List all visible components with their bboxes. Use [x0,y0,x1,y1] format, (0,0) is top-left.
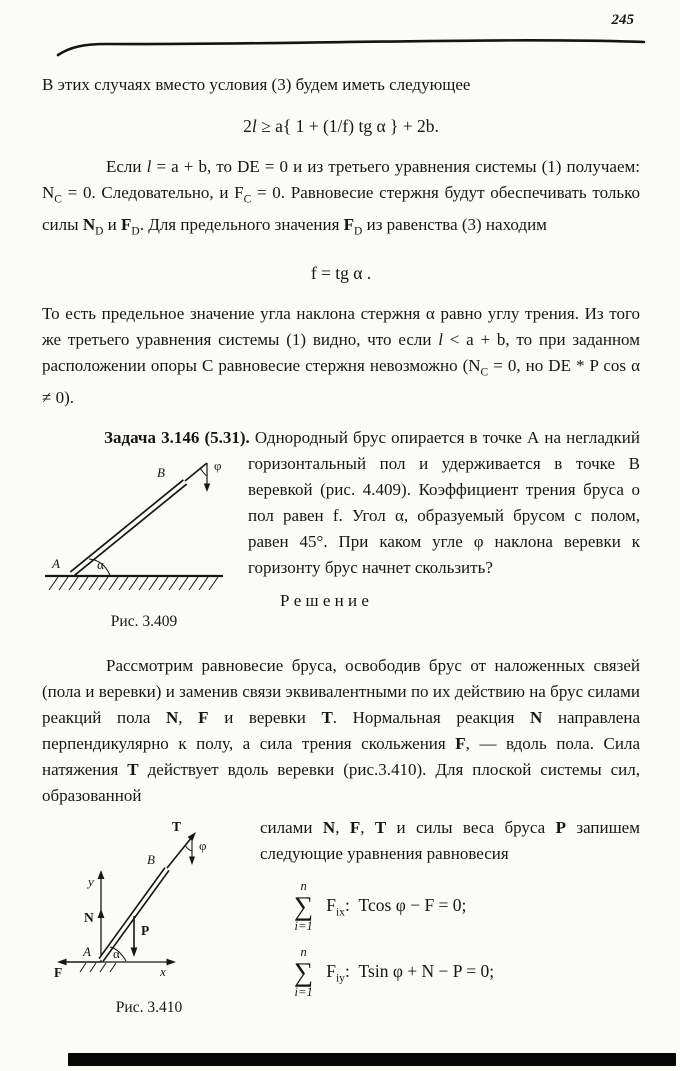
alpha-label: α [97,557,104,573]
paragraph-limit-angle: То есть предельное значение угла наклона стержня α равно углу трения. Из того же третьего уравнения системы (1) видно, что если l < a + b, то при заданном расположении опоры С равновесие стержня невозможно ($N_C = 0$, но DE * P cos α ≠ 0). [42,303,640,408]
f-label: F [54,965,63,981]
equation-fy [294,946,640,999]
alpha-label-2: α [113,946,120,962]
equation-fx [294,880,640,933]
equations-column [260,815,640,999]
sum-upper-limit: n [300,945,307,960]
figure-3-410-caption: Рис. 3.410 [115,999,183,1017]
point-a-label: A [52,556,60,572]
solution-heading: Р е ш е н и е [280,591,369,611]
header-rule [32,34,650,58]
x-label: x [160,964,166,980]
y-label: y [88,874,94,890]
n-force-arrow-icon [98,909,105,918]
solution-paragraph-continued: силами N, F, T и силы веса бруса P запишем следующие уравнения равновесия [260,818,640,864]
p-label: P [141,923,150,939]
summation-symbol [294,880,313,933]
a-label: A [83,944,91,960]
formula-condition: 2l ≥ a{ 1 + (1/f) tg α } + 2b. [243,116,439,136]
t-force-arrow-icon [188,832,197,841]
paragraph-intro: В этих случаях вместо условия (3) будем иметь следующее [42,75,471,94]
paragraph-equilibrium: Если l = a + b, то DE = 0 и из третьего уравнения системы (1) получаем: $N_C = 0$. Следовательно, и $F_C = 0$. Равновесие стержня будут обеспечивать только силы $N_D$ и $F_D$. Для предельного значения $F_D$ из равенства (3) находим [42,157,641,238]
beam-on-floor-diagram [42,455,242,605]
page-number: 245 [611,12,634,28]
sigma-icon: ∑ [294,890,314,921]
formula-friction: f = tg α . [310,262,372,283]
equations-section [42,815,640,1015]
scan-artifact-bar [68,1053,676,1066]
problem-section [42,425,640,637]
rope-arrow-icon [204,484,210,493]
solution-paragraph: Рассмотрим равновесие бруса, освободив брус от наложенных связей (пола и веревки) и заменив связи эквивалентными по их действию на брус силами реакций пола N, F и веревки T. Нормальная реакция N направлена перпендикулярно к полу, а сила трения скольжения F, — вдоль пола. Сила натяжения T действует вдоль веревки (рис.3.410). Для плоской системы сил, образованной [42,656,640,806]
b-label: B [147,852,155,868]
x-axis-arrow-icon [167,959,177,966]
equation-fx-body: $F_{ix}$: Tcos φ − F = 0; [326,894,467,919]
sum-lower-limit: i=1 [294,984,313,999]
point-b-label: B [157,465,165,481]
free-body-diagram [46,819,252,991]
phi-arrow-icon [189,857,195,866]
sum-upper-limit: n [300,879,307,894]
phi-label-2: φ [199,838,207,854]
figure-3-409-caption: Рис. 3.409 [110,613,178,631]
phi-label: φ [214,458,222,474]
equation-fy-body: $F_{iy}$: Tsin φ + N − P = 0; [326,961,495,985]
n-label: N [84,910,94,926]
figure-3-409 [42,455,246,631]
figure-3-410 [46,819,252,1017]
y-axis-arrow-icon [98,870,105,879]
sum-lower-limit: i=1 [294,918,313,933]
sigma-icon: ∑ [294,957,314,988]
problem-label: Задача 3.146 (5.31). [104,428,250,448]
summation-symbol [294,946,313,999]
problem-text: Однородный брус опирается в точке А на негладкий горизонтальный пол и удерживается в точке В веревкой (рис. 4.409). Коэффициент трения бруса о пол равен f. Угол α, образуемый брусом с полом, равен 45°. При каком угле φ наклона веревки к горизонту брус начнет скользить? [248,428,640,578]
t-label: T [172,819,182,835]
p-force-arrow-icon [131,948,138,958]
